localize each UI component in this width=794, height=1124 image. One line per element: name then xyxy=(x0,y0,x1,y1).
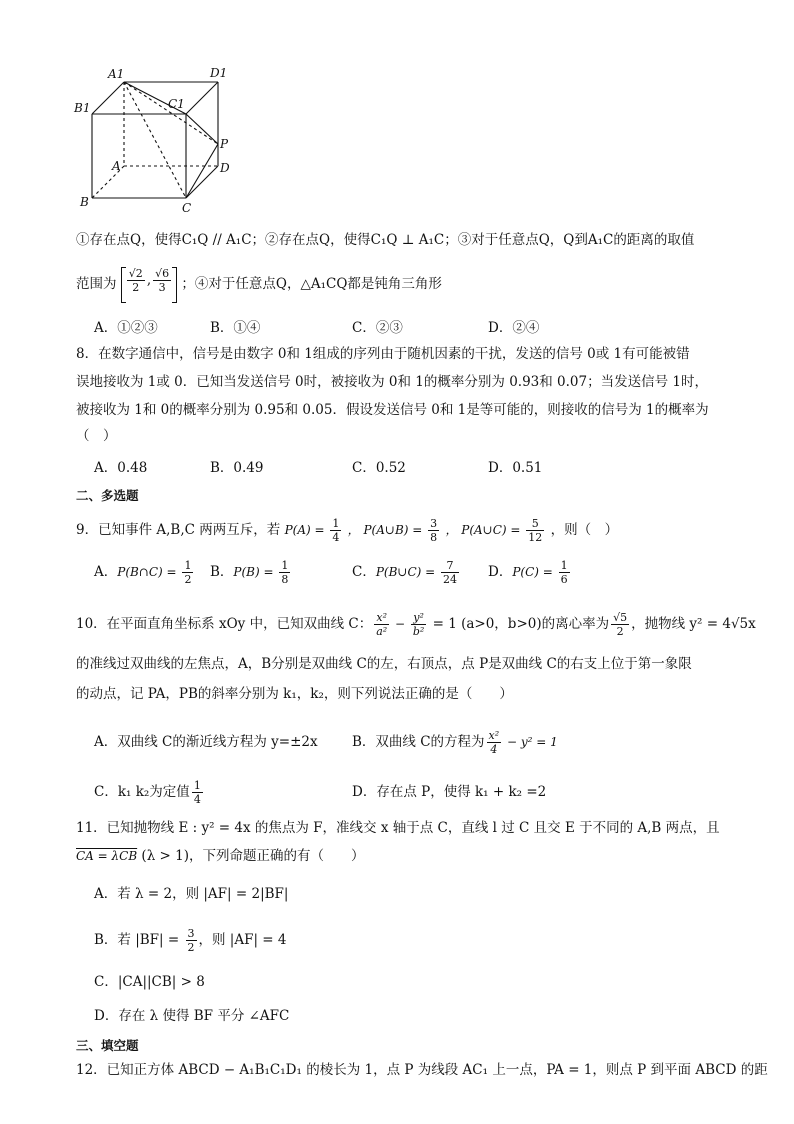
section-fill-in-heading: 三、填空题 xyxy=(76,1038,139,1053)
q11-line2-text: (λ > 1)，下列命题正确的有（ ） xyxy=(137,848,365,864)
q9-option-a[interactable]: A．P(B∩C) = $\frac{1}{2}$ xyxy=(94,559,192,586)
q8-option-d[interactable]: D．0.51 xyxy=(488,460,543,476)
section-multiple-choice-heading: 二、多选题 xyxy=(76,488,139,503)
q9-prefix: 9．已知事件 A,B,C 两两互斥，若 xyxy=(76,522,281,538)
q9-pauc-expr: ， P(A∪C) = xyxy=(445,523,525,537)
q7-options xyxy=(94,316,724,340)
q8-option-b[interactable]: B．0.49 xyxy=(210,460,264,476)
q9-pauc-frac: $\frac{5}{12}$ xyxy=(528,517,543,544)
q11-option-d[interactable]: D．存在 λ 使得 BF 平分 ∠AFC xyxy=(94,1008,290,1024)
q11-vector-relation: CA = λCB xyxy=(76,849,138,863)
q8-line4: （ ） xyxy=(76,428,117,444)
edge-b1a1 xyxy=(92,82,124,114)
q8-option-a[interactable]: A．0.48 xyxy=(94,460,148,476)
q10-option-a[interactable]: A．双曲线 C的渐近线方程为 y=±2x xyxy=(94,734,318,750)
label-d: D xyxy=(220,161,230,175)
q9-stem xyxy=(76,512,724,548)
label-a: A xyxy=(112,159,121,173)
q9-options xyxy=(94,554,724,590)
q10-line1-a: 10．在平面直角坐标系 xOy 中，已知双曲线 C： xyxy=(76,616,373,632)
q9-option-c[interactable]: C．P(B∪C) = $\frac{7}{24}$ xyxy=(352,559,458,586)
q9-option-b[interactable]: B．P(B) = $\frac{1}{8}$ xyxy=(210,559,289,586)
q10-options-row1 xyxy=(94,722,724,762)
q10-line2: 的准线过双曲线的左焦点，A，B分别是双曲线 C的左，右顶点，点 P是双曲线 C的右支上位于第一象限 xyxy=(76,656,692,672)
q7-range-prefix: 范围为 xyxy=(76,276,117,292)
seg-c1p xyxy=(186,114,218,144)
q9-paub-expr: ， P(A∪B) = xyxy=(347,523,427,537)
q8-line3: 被接收为 1和 0的概率分别为 0.95和 0.05．假设发送信号 0和 1是等可能的，则接收的信号为 1的概率为 xyxy=(76,402,709,418)
q7-range-bracket: $\frac{√2}{2}$ , $\frac{√6}{3}$ xyxy=(121,267,177,303)
q10-hyperbola-x-term: $\frac{\text{x²}}{\text{a²}}$ xyxy=(376,611,388,638)
label-c: C xyxy=(182,201,192,214)
q7-statements-line1: ①存在点Q，使得C₁Q // A₁C；②存在点Q，使得C₁Q ⊥ A₁C；③对于任意点Q，Q到A₁C的距离的取值 xyxy=(76,232,695,248)
q9-pa-expr: P(A) = xyxy=(284,523,329,537)
q10-minus: − xyxy=(391,617,409,631)
label-c1: C1 xyxy=(168,97,185,111)
seg-a1p-hidden xyxy=(124,82,218,144)
label-b1: B1 xyxy=(74,101,91,115)
q7-range-right: $\frac{√6}{3}$ xyxy=(155,266,170,294)
q8-options xyxy=(94,456,724,480)
q7-statements-line2 xyxy=(76,264,724,304)
q7-option-d[interactable]: D．②④ xyxy=(488,320,540,336)
q8-line2: 误地接收为 1或 0．已知当发送信号 0时，被接收为 0和 1的概率分别为 0.93和 0.07；当发送信号 1时， xyxy=(76,374,708,390)
q10-option-d[interactable]: D．存在点 P，使得 k₁ + k₂ =2 xyxy=(352,784,547,800)
q9-suffix: ，则（ ） xyxy=(550,522,619,538)
q10-hyperbola-y-term: $\frac{\text{y²}}{\text{b²}}$ xyxy=(412,611,425,638)
q8-line1: 8．在数字通信中，信号是由数字 0和 1组成的序列由于随机因素的干扰，发送的信号 0或 1有可能被错 xyxy=(76,346,690,362)
q11-option-c[interactable]: C．|CA||CB| > 8 xyxy=(94,974,205,990)
label-d1: D1 xyxy=(210,66,228,80)
q10-line1 xyxy=(76,602,756,646)
q10-line3: 的动点，记 PA，PB的斜率分别为 k₁，k₂，则下列说法正确的是（ ） xyxy=(76,686,513,702)
q10-option-c[interactable]: C．k₁ k₂为定值 $\frac{1}{4}$ xyxy=(94,779,201,806)
q7-range-suffix: ；④对于任意点Q，△A₁CQ都是钝角三角形 xyxy=(181,276,442,292)
q7-option-c[interactable]: C．②③ xyxy=(352,320,403,336)
edge-c1d1 xyxy=(186,82,218,114)
label-p: P xyxy=(220,137,229,151)
cube-figure xyxy=(72,64,242,214)
q12-line1: 12．已知正方体 ABCD − A₁B₁C₁D₁ 的棱长为 1，点 P 为线段 AC₁ 上一点，PA = 1，则点 P 到平面 ABCD 的距 xyxy=(76,1062,768,1078)
q10-eccentricity: $\frac{√5}{2}$ xyxy=(613,611,628,638)
q9-paub-frac: $\frac{3}{8}$ xyxy=(430,517,438,544)
q7-option-b[interactable]: B．①④ xyxy=(210,320,261,336)
q7-option-a[interactable]: A．①②③ xyxy=(94,320,158,336)
q10-line1-c: ，抛物线 y² = 4√5x xyxy=(631,616,756,632)
q11-option-a[interactable]: A．若 λ = 2，则 |AF| = 2|BF| xyxy=(94,886,289,902)
q10-line1-b: = 1 (a>0，b>0)的离心率为 xyxy=(428,616,610,632)
q7-range-left: $\frac{√2}{2}$ xyxy=(128,266,143,294)
q11-option-b[interactable]: B．若 |BF| = $\frac{3}{2}$ ，则 |AF| = 4 xyxy=(94,927,287,954)
q8-option-c[interactable]: C．0.52 xyxy=(352,460,406,476)
label-a1: A1 xyxy=(108,67,125,81)
q10-option-b[interactable]: B．双曲线 C的方程为 $\frac{\text{x²}}{4}$ − y² = 1 xyxy=(352,729,558,756)
q11-line1: 11．已知抛物线 E : y² = 4x 的焦点为 F，准线交 x 轴于点 C，直线 l 过 C 且交 E 于不同的 A,B 两点，且 xyxy=(76,820,720,836)
q9-option-d[interactable]: D．P(C) = $\frac{1}{6}$ xyxy=(488,559,568,586)
label-b: B xyxy=(80,195,89,209)
q10-options-row2 xyxy=(94,772,724,812)
q11-line2 xyxy=(76,846,724,866)
q9-pa-frac: $\frac{1}{4}$ xyxy=(332,517,340,544)
